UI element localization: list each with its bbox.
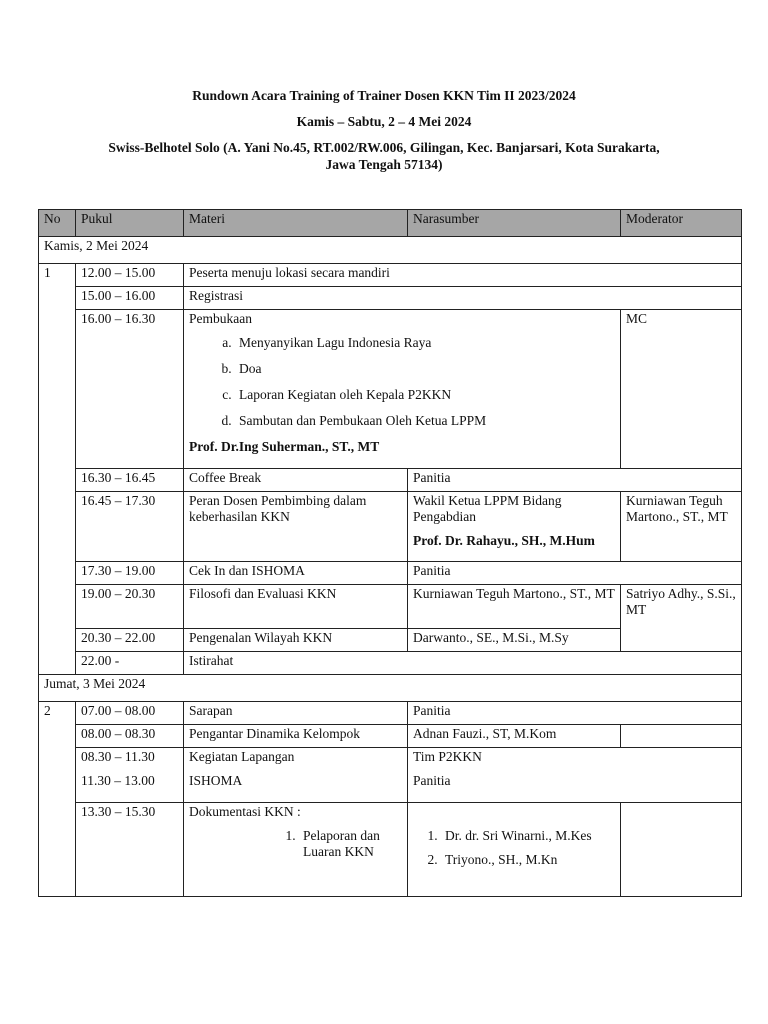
materi-value: ISHOMA: [189, 773, 243, 788]
materi-value: Kegiatan Lapangan: [189, 749, 295, 764]
narasumber-value: Tim P2KKN: [413, 749, 482, 764]
table-row: [39, 725, 742, 748]
materi-cell: Cek In dan ISHOMA: [184, 562, 408, 585]
time-cell: [76, 748, 184, 803]
table-row: [39, 287, 742, 310]
table-row: [39, 562, 742, 585]
time-value: 08.30 – 11.30: [81, 749, 155, 764]
narasumber-cell: [408, 748, 742, 803]
narasumber-role: Wakil Ketua LPPM Bidang Pengabdian: [413, 493, 562, 524]
narasumber-value: Panitia: [413, 773, 451, 788]
narasumber-cell: Darwanto., SE., M.Si., M.Sy: [408, 629, 621, 652]
list-item: 1. Pelaporan dan Luaran KKN: [299, 828, 402, 860]
time-cell: 16.30 – 16.45: [76, 469, 184, 492]
time-value: 11.30 – 13.00: [81, 773, 155, 788]
time-cell: 08.00 – 08.30: [76, 725, 184, 748]
day-number: 1: [39, 264, 76, 675]
document-title: Rundown Acara Training of Trainer Dosen KKN Tim II 2023/2024: [192, 88, 576, 103]
narasumber-cell: Adnan Fauzi., ST, M.Kom: [408, 725, 621, 748]
list-item: b. Doa: [235, 361, 615, 377]
materi-title: Pembukaan: [189, 311, 252, 326]
list-item: a. Menyanyikan Lagu Indonesia Raya: [235, 335, 615, 351]
day-label: Jumat, 3 Mei 2024: [39, 675, 742, 702]
narasumber-cell: Panitia: [408, 469, 742, 492]
materi-cell: [184, 310, 621, 469]
time-cell: 16.45 – 17.30: [76, 492, 184, 562]
time-cell: 19.00 – 20.30: [76, 585, 184, 629]
table-row: [39, 492, 742, 562]
narasumber-cell: Panitia: [408, 562, 742, 585]
venue-line-2: Jawa Tengah 57134): [325, 157, 443, 172]
materi-cell: Istirahat: [184, 652, 742, 675]
materi-cell: [184, 803, 408, 897]
time-cell: 07.00 – 08.00: [76, 702, 184, 725]
materi-cell: Sarapan: [184, 702, 408, 725]
col-header-materi: Materi: [184, 210, 408, 237]
list-item: 1. Dr. dr. Sri Winarni., M.Kes: [441, 828, 615, 844]
moderator-cell: Kurniawan Teguh Martono., ST., MT: [621, 492, 742, 562]
col-header-pukul: Pukul: [76, 210, 184, 237]
table-header-row: [39, 210, 742, 237]
speaker-name: Prof. Dr.Ing Suherman., ST., MT: [189, 439, 380, 454]
day-label: Kamis, 2 Mei 2024: [39, 237, 742, 264]
moderator-cell: MC: [621, 310, 742, 469]
materi-cell: Peserta menuju lokasi secara mandiri: [184, 264, 742, 287]
table-row: [39, 803, 742, 897]
table-row: [39, 748, 742, 803]
materi-cell: Coffee Break: [184, 469, 408, 492]
day-row: [39, 237, 742, 264]
time-cell: 22.00 -: [76, 652, 184, 675]
speaker-list: [413, 828, 615, 868]
narasumber-cell: [408, 803, 621, 897]
materi-cell: Peran Dosen Pembimbing dalam keberhasilan KKN: [184, 492, 408, 562]
narasumber-name: Prof. Dr. Rahayu., SH., M.Hum: [413, 533, 595, 548]
table-row: [39, 652, 742, 675]
day-number: 2: [39, 702, 76, 897]
materi-cell: [184, 748, 408, 803]
table-row: [39, 702, 742, 725]
narasumber-cell: [408, 492, 621, 562]
event-date: Kamis – Sabtu, 2 – 4 Mei 2024: [296, 114, 472, 129]
time-cell: 16.00 – 16.30: [76, 310, 184, 469]
materi-cell: Pengantar Dinamika Kelompok: [184, 725, 408, 748]
moderator-cell: [621, 803, 742, 897]
materi-list: [189, 828, 402, 860]
agenda-list: [189, 335, 615, 429]
col-header-moderator: Moderator: [621, 210, 742, 237]
time-cell: 13.30 – 15.30: [76, 803, 184, 897]
col-header-narasumber: Narasumber: [408, 210, 621, 237]
moderator-cell: Satriyo Adhy., S.Si., MT: [621, 585, 742, 652]
list-item: d. Sambutan dan Pembukaan Oleh Ketua LPPM: [235, 413, 615, 429]
narasumber-cell: Panitia: [408, 702, 742, 725]
table-row: [39, 310, 742, 469]
materi-cell: Filosofi dan Evaluasi KKN: [184, 585, 408, 629]
time-cell: 17.30 – 19.00: [76, 562, 184, 585]
materi-cell: Pengenalan Wilayah KKN: [184, 629, 408, 652]
day-row: [39, 675, 742, 702]
moderator-cell: [621, 725, 742, 748]
table-row: [39, 585, 742, 629]
table-row: [39, 469, 742, 492]
table-row: [39, 264, 742, 287]
narasumber-cell: Kurniawan Teguh Martono., ST., MT: [408, 585, 621, 629]
rundown-table: [38, 209, 742, 897]
list-item: 2. Triyono., SH., M.Kn: [441, 852, 615, 868]
list-item: c. Laporan Kegiatan oleh Kepala P2KKN: [235, 387, 615, 403]
venue-line-1: Swiss-Belhotel Solo (A. Yani No.45, RT.002/RW.006, Gilingan, Kec. Banjarsari, Kota Surakarta,: [108, 140, 660, 155]
materi-cell: Registrasi: [184, 287, 742, 310]
time-cell: 20.30 – 22.00: [76, 629, 184, 652]
col-header-no: No: [39, 210, 76, 237]
time-cell: 15.00 – 16.00: [76, 287, 184, 310]
time-cell: 12.00 – 15.00: [76, 264, 184, 287]
materi-title: Dokumentasi KKN :: [189, 804, 301, 819]
